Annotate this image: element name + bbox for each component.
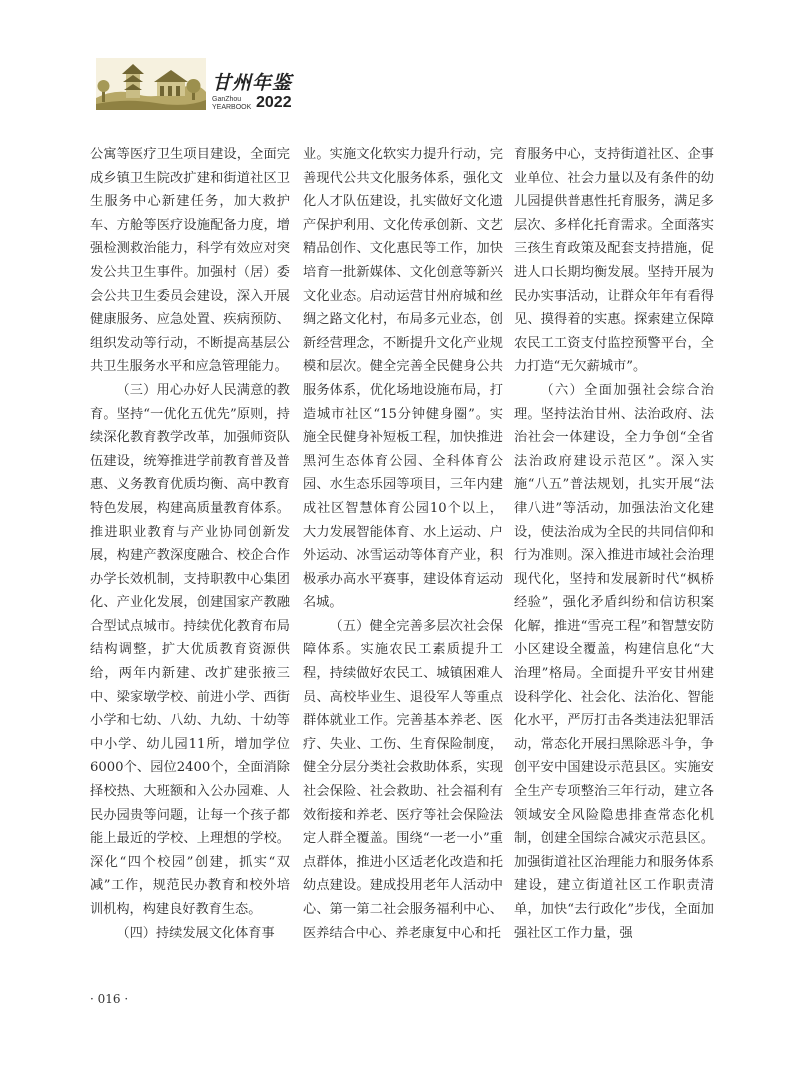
- paragraph: （三）用心办好人民满意的教育。坚持“一优化五优先”原则，持续深化教育教学改革，加强师资队伍建设，统筹推进学前教育普及普惠、义务教育优质均衡、高中教育特色发展，构建高质量教育体系。推进职业教育与产业协同创新发展，构建产教深度融合、校企合作办学长效机制，支持职教中心集团化、产业化发展，创建国家产教融合型试点城市。持续优化教育布局结构调整，扩大优质教育资源供给，两年内新建、改扩建张掖三中、梁家墩学校、前进小学、西街小学和七幼、八幼、九幼、十幼等中小学、幼儿园11所，增加学位6000个、园位2400个，全面消除择校热、大班额和入公办园难、人民办园贵等问题，让每一个孩子都能上最近的学校、上理想的学校。深化“四个校园”创建，抓实“双减”工作，规范民办教育和校外培训机构，构建良好教育生态。: [90, 382, 290, 917]
- page-number: · 016 ·: [90, 992, 129, 1006]
- paragraph: （四）持续发展文化体育事: [116, 925, 275, 941]
- text-column-1: [90, 143, 290, 945]
- yearbook-english-title: GanZhou YEARBOOK: [212, 96, 252, 111]
- yearbook-brand: [212, 68, 293, 111]
- text-column-3: [514, 143, 714, 945]
- yearbook-year: 2022: [256, 94, 292, 111]
- text-column-2: [303, 143, 503, 945]
- paragraph: 育服务中心，支持街道社区、企事业单位、社会力量以及有条件的幼儿园提供普惠性托育服务，满足多层次、多样化托育需求。全面落实三孩生育政策及配套支持措施，促进人口长期均衡发展。坚持开展为民办实事活动，让群众年年有看得见、摸得着的实惠。探索建立保障农民工工资支付监控预警平台，全力打造“无欠薪城市”。: [514, 147, 714, 375]
- yearbook-title: 甘州年鉴: [212, 72, 293, 94]
- pagoda-landscape-logo: [96, 58, 206, 110]
- paragraph: （五）健全完善多层次社会保障体系。实施农民工素质提升工程，持续做好农民工、城镇困难人员、高校毕业生、退役军人等重点群体就业工作。完善基本养老、医疗、失业、工伤、生育保险制度，健全分层分类社会救助体系，实现社会保险、社会救助、社会福利有效衔接和养老、医疗等社会保险法定人群全覆盖。围绕“一老一小”重点群体，推进小区适老化改造和托幼点建设。建成投用老年人活动中心、第一第二社会服务福利中心、医养结合中心、养老康复中心和托: [303, 618, 503, 941]
- page-header: [96, 58, 356, 112]
- paragraph: 业。实施文化软实力提升行动，完善现代公共文化服务体系，强化文化人才队伍建设，扎实做好文化遗产保护利用、文化传承创新、文艺精品创作、文化惠民等工作，加快培育一批新媒体、文化创意等新兴文化业态。启动运营甘州府城和丝绸之路文化村，布局多元业态，创新经营理念，不断提升文化产业规模和层次。健全完善全民健身公共服务体系，优化场地设施布局，打造城市社区“15分钟健身圈”。实施全民健身补短板工程，加快推进黑河生态体育公园、全科体育公园、水生态乐园等项目，三年内建成社区智慧体育公园10个以上，大力发展智能体育、水上运动、户外运动、冰雪运动等体育产业，积极承办高水平赛事，建设体育运动名城。: [303, 147, 503, 611]
- paragraph: 公寓等医疗卫生项目建设，全面完成乡镇卫生院改扩建和街道社区卫生服务中心新建任务，加大救护车、方舱等医疗设施配备力度，增强检测救治能力，科学有效应对突发公共卫生事件。加强村（居）委会公共卫生委员会建设，深入开展健康服务、应急处置、疾病预防、组织发动等行动，不断提高基层公共卫生服务水平和应急管理能力。: [90, 147, 290, 375]
- paragraph: （六）全面加强社会综合治理。坚持法治甘州、法治政府、法治社会一体建设，全力争创“全省法治政府建设示范区”。深入实施“八五”普法规划，扎实开展“法律八进”等活动，加强法治文化建设，使法治成为全民的共同信仰和行为准则。深入推进市域社会治理现代化，坚持和发展新时代“枫桥经验”，强化矛盾纠纷和信访积案化解，推进“雪亮工程”和智慧安防小区建设全覆盖，构建信息化“大治理”格局。全面提升平安甘州建设科学化、社会化、法治化、智能化水平，严厉打击各类违法犯罪活动，常态化开展扫黑除恶斗争，争创平安中国建设示范县区。实施安全生产专项整治三年行动，建立各领域安全风险隐患排查常态化机制，创建全国综合减灾示范县区。加强街道社区治理能力和服务体系建设，建立街道社区工作职责清单，加快“去行政化”步伐，全面加强社区工作力量，强: [514, 382, 714, 941]
